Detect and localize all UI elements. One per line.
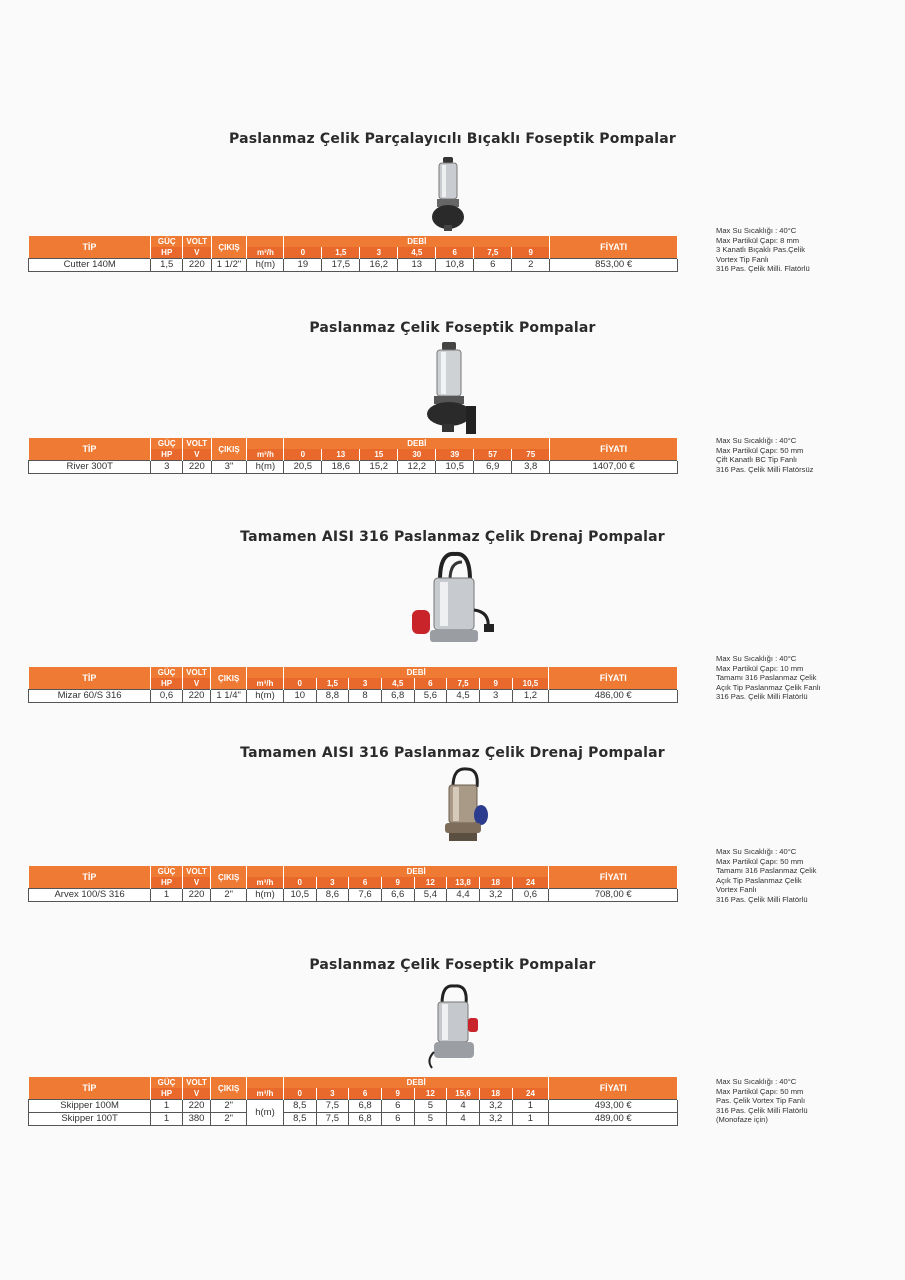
note-line: Max Partikül Çapı: 10 mm	[716, 663, 804, 673]
header-fiyati: FİYATI	[549, 1077, 678, 1100]
header-m3h: m³/h	[247, 877, 284, 889]
header-debi-value: 15	[360, 449, 398, 461]
cell-value: 18,6	[322, 461, 360, 474]
cell-value: 15,2	[360, 461, 398, 474]
cell-value: 7,5	[316, 1113, 349, 1126]
header-debi-value: 15,6	[447, 1088, 480, 1100]
cell-cikis: 1 1/2"	[211, 259, 247, 272]
cell-value: 8,8	[316, 690, 349, 703]
header-debi-value: 6	[414, 678, 447, 690]
header-hp: HP	[151, 449, 183, 461]
spec-table	[28, 667, 678, 703]
note-line: Çift Kanatlı BC Tip Fanlı	[716, 455, 798, 465]
cell-value: 6,8	[381, 690, 414, 703]
cell-value: 3,8	[512, 461, 550, 474]
section-title: Paslanmaz Çelik Foseptik Pompalar	[309, 957, 596, 973]
skipper-pump-icon	[424, 982, 486, 1070]
cell-value: 8,6	[316, 889, 349, 902]
header-m3h: m³/h	[247, 247, 284, 259]
river-pump-icon	[422, 340, 482, 435]
cell-value: 8,5	[283, 1113, 316, 1126]
cell-value: 3	[479, 690, 512, 703]
cell-value: 1	[512, 1100, 549, 1113]
cell-value: 3,2	[479, 1113, 512, 1126]
header-debi-value: 6	[349, 1088, 382, 1100]
header-debi-value: 13,8	[447, 877, 480, 889]
header-guc: GÜÇ	[151, 236, 183, 247]
header-debi: DEBİ	[283, 667, 548, 678]
header-debi-value: 0	[284, 247, 322, 259]
cell-fiyati: 489,00 €	[549, 1113, 678, 1126]
header-debi: DEBİ	[283, 1077, 548, 1088]
cell-hp: 1	[151, 889, 183, 902]
section-title: Tamamen AISI 316 Paslanmaz Çelik Drenaj Pompalar	[240, 529, 665, 545]
cell-tip: Skipper 100T	[29, 1113, 151, 1126]
header-m3h: m³/h	[247, 1088, 284, 1100]
cell-h: h(m)	[247, 259, 284, 272]
header-tip: TİP	[29, 438, 151, 461]
note-line: Açık Tip Paslanmaz Çelik	[716, 875, 802, 885]
cell-value: 0,6	[512, 889, 549, 902]
spec-notes	[716, 847, 891, 905]
note-line: 316 Pas. Çelik Milli Flatörlü	[716, 894, 808, 904]
header-debi-value: 24	[512, 1088, 549, 1100]
table-row	[29, 1100, 678, 1113]
header-guc: GÜÇ	[151, 667, 183, 678]
cell-value: 8,5	[283, 1100, 316, 1113]
note-line: Max Partikül Çapı: 50 mm	[716, 856, 804, 866]
cell-tip: Mizar 60/S 316	[29, 690, 151, 703]
header-hp: HP	[151, 678, 183, 690]
header-debi-value: 4,5	[381, 678, 414, 690]
table-row	[29, 889, 678, 902]
header-v: V	[183, 247, 211, 259]
cell-hp: 3	[151, 461, 183, 474]
cell-value: 1	[512, 1113, 549, 1126]
header-debi-value: 39	[436, 449, 474, 461]
header-debi-value: 7,5	[474, 247, 512, 259]
header-debi: DEBİ	[284, 438, 550, 449]
cell-tip: Cutter 140M	[29, 259, 151, 272]
cell-value: 7,6	[349, 889, 382, 902]
header-tip: TİP	[29, 236, 151, 259]
header-m3h: m³/h	[247, 678, 284, 690]
header-debi-value: 1,5	[322, 247, 360, 259]
header-debi-value: 0	[283, 678, 316, 690]
cell-value: 4,4	[447, 889, 480, 902]
cell-value: 6	[474, 259, 512, 272]
note-line: Vortex Tip Fanlı	[716, 254, 769, 264]
cell-cikis: 2"	[211, 1100, 247, 1113]
cell-value: 5	[414, 1100, 447, 1113]
cell-value: 2	[512, 259, 550, 272]
header-debi-value: 0	[284, 449, 322, 461]
spec-notes	[716, 654, 891, 702]
header-debi-value: 3	[360, 247, 398, 259]
cell-v: 220	[182, 889, 210, 902]
header-v: V	[182, 1088, 210, 1100]
cell-value: 7,5	[316, 1100, 349, 1113]
cell-tip: Arvex 100/S 316	[29, 889, 151, 902]
header-volt: VOLT	[183, 438, 211, 449]
note-line: 316 Pas. Çelik Milli Flatörsüz	[716, 464, 814, 474]
header-debi-value: 4,5	[398, 247, 436, 259]
header-debi-value: 18	[479, 1088, 512, 1100]
spec-notes	[716, 1077, 891, 1125]
header-debi-value: 6	[349, 877, 382, 889]
header-cikis: ÇIKIŞ	[211, 866, 247, 889]
header-debi-value: 9	[512, 247, 550, 259]
cell-value: 1,2	[512, 690, 549, 703]
table-row	[29, 1113, 678, 1126]
section-title: Paslanmaz Çelik Parçalayıcılı Bıçaklı Foseptik Pompalar	[228, 131, 676, 147]
note-line: Max Su Sıcaklığı : 40°C	[716, 847, 797, 856]
header-debi-value: 18	[479, 877, 512, 889]
cell-value: 20,5	[284, 461, 322, 474]
cell-value: 4	[447, 1100, 480, 1113]
header-tip: TİP	[29, 667, 151, 690]
cell-value: 5,6	[414, 690, 447, 703]
cell-v: 220	[182, 690, 210, 703]
header-cikis: ÇIKIŞ	[211, 1077, 247, 1100]
note-line: Max Partikül Çapı: 8 mm	[716, 235, 800, 245]
header-debi-value: 3	[349, 678, 382, 690]
cell-v: 380	[182, 1113, 210, 1126]
note-line: 316 Pas. Çelik Milli Flatörlü	[716, 1105, 808, 1115]
cell-value: 6,6	[381, 889, 414, 902]
header-debi-value: 24	[512, 877, 549, 889]
header-volt: VOLT	[182, 866, 210, 877]
cell-value: 4,5	[447, 690, 480, 703]
cell-cikis: 2"	[211, 1113, 247, 1126]
header-hp: HP	[151, 877, 183, 889]
cell-value: 10,5	[283, 889, 316, 902]
header-cikis: ÇIKIŞ	[211, 236, 247, 259]
note-line: Max Partikül Çapı: 50 mm	[716, 1086, 804, 1096]
mizar-pump-icon	[410, 550, 502, 650]
header-debi-value: 0	[283, 877, 316, 889]
table-row	[29, 690, 678, 703]
header-debi-value: 13	[322, 449, 360, 461]
spec-table	[28, 236, 678, 272]
header-m3h: m³/h	[247, 449, 284, 461]
header-debi-value: 3	[316, 1088, 349, 1100]
cell-h: h(m)	[247, 690, 284, 703]
cell-hp: 1	[151, 1100, 183, 1113]
spec-notes	[716, 436, 891, 474]
cell-value: 19	[284, 259, 322, 272]
cell-value: 6,8	[349, 1100, 382, 1113]
cell-cikis: 2"	[211, 889, 247, 902]
section-title: Paslanmaz Çelik Foseptik Pompalar	[309, 320, 596, 336]
cell-value: 6	[381, 1113, 414, 1126]
section-title: Tamamen AISI 316 Paslanmaz Çelik Drenaj Pompalar	[240, 745, 665, 761]
header-debi-value: 57	[474, 449, 512, 461]
header-debi-value: 9	[381, 877, 414, 889]
note-line: Pas. Çelik Vortex Tip Fanlı	[716, 1096, 806, 1106]
header-cikis: ÇIKIŞ	[211, 438, 247, 461]
arvex-pump-icon	[435, 765, 495, 845]
cell-value: 6,9	[474, 461, 512, 474]
cell-tip: Skipper 100M	[29, 1100, 151, 1113]
header-v: V	[183, 449, 211, 461]
header-debi: DEBİ	[284, 236, 550, 247]
note-line: Tamamı 316 Paslanmaz Çelik	[716, 866, 817, 876]
header-volt: VOLT	[183, 236, 211, 247]
cell-fiyati: 853,00 €	[550, 259, 678, 272]
note-line: Tamamı 316 Paslanmaz Çelik	[716, 673, 817, 683]
cell-value: 3,2	[479, 1100, 512, 1113]
cell-value: 5,4	[414, 889, 447, 902]
header-hp: HP	[151, 247, 183, 259]
header-debi-value: 7,5	[447, 678, 480, 690]
cell-value: 4	[447, 1113, 480, 1126]
header-debi-value: 9	[381, 1088, 414, 1100]
cell-hp: 1	[151, 1113, 183, 1126]
header-debi: DEBİ	[283, 866, 548, 877]
cell-cikis: 1 1/4"	[211, 690, 247, 703]
note-line: Max Su Sıcaklığı : 40°C	[716, 1077, 797, 1086]
cell-value: 8	[349, 690, 382, 703]
cell-h: h(m)	[247, 889, 284, 902]
cell-value: 5	[414, 1113, 447, 1126]
note-line: Max Partikül Çapı: 50 mm	[716, 445, 804, 455]
note-line: (Monofaze için)	[716, 1115, 768, 1125]
cell-tip: River 300T	[29, 461, 151, 474]
cell-value: 17,5	[322, 259, 360, 272]
cell-value: 10,8	[436, 259, 474, 272]
cell-cikis: 3"	[211, 461, 247, 474]
cell-h: h(m)	[247, 461, 284, 474]
note-line: Açık Tip Paslanmaz Çelik Fanlı	[716, 682, 821, 692]
header-debi-value: 0	[283, 1088, 316, 1100]
cell-fiyati: 1407,00 €	[550, 461, 678, 474]
header-debi-value: 12	[414, 877, 447, 889]
header-volt: VOLT	[182, 667, 210, 678]
cell-fiyati: 486,00 €	[549, 690, 678, 703]
header-debi-value: 12	[414, 1088, 447, 1100]
cell-v: 220	[182, 1100, 210, 1113]
note-line: Vortex Fanlı	[716, 885, 757, 895]
header-debi-value: 30	[398, 449, 436, 461]
header-debi-value: 6	[436, 247, 474, 259]
cell-value: 6,8	[349, 1113, 382, 1126]
spec-notes	[716, 226, 891, 274]
header-debi-value: 75	[512, 449, 550, 461]
header-cikis: ÇIKIŞ	[211, 667, 247, 690]
header-guc: GÜÇ	[151, 866, 183, 877]
table-row	[29, 259, 678, 272]
note-line: Max Su Sıcaklığı : 40°C	[716, 436, 797, 445]
note-line: 3 Kanatlı Bıçaklı Pas.Çelik	[716, 245, 806, 255]
header-debi-value: 1,5	[316, 678, 349, 690]
cell-v: 220	[183, 461, 211, 474]
cell-fiyati: 493,00 €	[549, 1100, 678, 1113]
header-fiyati: FİYATI	[550, 236, 678, 259]
header-v: V	[182, 877, 210, 889]
cell-value: 12,2	[398, 461, 436, 474]
cell-value: 16,2	[360, 259, 398, 272]
header-debi-value: 9	[479, 678, 512, 690]
note-line: Max Su Sıcaklığı : 40°C	[716, 654, 797, 663]
cell-h: h(m)	[247, 1100, 284, 1126]
cell-value: 13	[398, 259, 436, 272]
cell-value: 3,2	[479, 889, 512, 902]
header-tip: TİP	[29, 866, 151, 889]
header-fiyati: FİYATI	[549, 866, 678, 889]
table-row	[29, 461, 678, 474]
header-guc: GÜÇ	[151, 1077, 183, 1088]
cell-hp: 1,5	[151, 259, 183, 272]
header-fiyati: FİYATI	[550, 438, 678, 461]
header-debi-value: 3	[316, 877, 349, 889]
spec-table	[28, 1077, 678, 1126]
spec-table	[28, 438, 678, 474]
header-guc: GÜÇ	[151, 438, 183, 449]
header-volt: VOLT	[182, 1077, 210, 1088]
cell-value: 6	[381, 1100, 414, 1113]
header-v: V	[182, 678, 210, 690]
cell-v: 220	[183, 259, 211, 272]
note-line: Max Su Sıcaklığı : 40°C	[716, 226, 797, 235]
header-fiyati: FİYATI	[549, 667, 678, 690]
header-hp: HP	[151, 1088, 183, 1100]
note-line: 316 Pas. Çelik Milli. Flatörlü	[716, 264, 810, 274]
cell-fiyati: 708,00 €	[549, 889, 678, 902]
header-tip: TİP	[29, 1077, 151, 1100]
cutter-pump-icon	[428, 155, 468, 233]
header-debi-value: 10,5	[512, 678, 549, 690]
cell-value: 10	[283, 690, 316, 703]
spec-table	[28, 866, 678, 902]
cell-hp: 0,6	[151, 690, 183, 703]
cell-value: 10,5	[436, 461, 474, 474]
note-line: 316 Pas. Çelik Milli Flatörlü	[716, 692, 808, 702]
